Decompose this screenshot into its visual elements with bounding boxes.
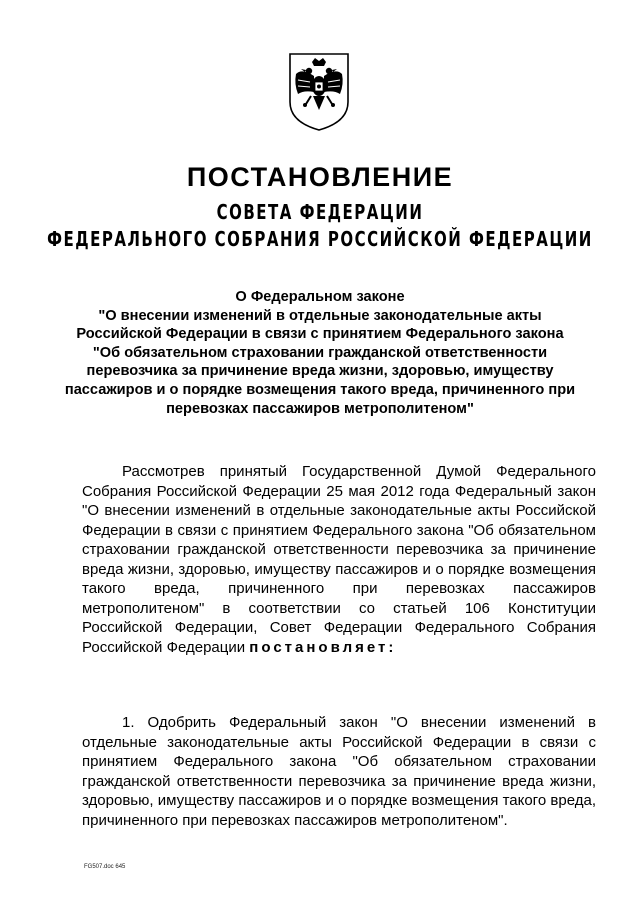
double-headed-eagle-icon [284, 52, 354, 132]
subject-line: О Федеральном законе [235, 289, 405, 305]
document-subject [40, 288, 600, 418]
subject-line: Российской Федерации в связи с принятием Федерального закона [76, 326, 564, 343]
issuer-line-2: ФЕДЕРАЛЬНОГО СОБРАНИЯ РОССИЙСКОЙ ФЕДЕРАЦИИ [47, 226, 593, 252]
subject-line: "Об обязательном страховании гражданской ответственности [92, 344, 548, 361]
subject-line: перевозках пассажиров метрополитеном" [166, 400, 474, 417]
subject-line: перевозчика за причинение вреда жизни, здоровью, имуществу [86, 363, 554, 380]
preamble-text: Рассмотрев принятый Государственной Думой Федерального Собрания Российской Федерации 25 мая 2012 года Федеральный закон "О внесении изменений в отдельные законодательные акты Российской Федерации в связи с принятием Федерального закона "Об обязательном страховании гражданской ответственности перевозчика за причинение вреда жизни, здоровью, имуществу пассажиров и о порядке возмещения такого вреда, причиненного при перевозках пассажиров метрополитеном" в соответствии со статьей 106 Конституции Российской Федерации, Совет Федерации Федерального Собрания Российской Федерации [82, 463, 596, 656]
state-emblem [284, 52, 354, 132]
decree-word: постановляет: [249, 638, 397, 656]
subject-line: "О внесении изменений в отдельные законодательные акты [98, 307, 542, 324]
resolution-item-1: 1. Одобрить Федеральный закон "О внесении изменений в отдельные законодательные акты Российской Федерации в связи с принятием Федерального закона "Об обязательном страховании гражданской ответственности перевозчика за причинение вреда жизни, здоровью, имуществу пассажиров и о порядке возмещения такого вреда, причиненного при перевозках пассажиров метрополитеном". [82, 714, 596, 829]
issuer-line-1: СОВЕТА ФЕДЕРАЦИИ [216, 199, 424, 225]
document-type-title: ПОСТАНОВЛЕНИЕ [186, 162, 454, 192]
document-footer-code: FG507.doc 645 [84, 864, 126, 870]
subject-line: пассажиров и о порядке возмещения такого вреда, причиненного при [64, 381, 576, 398]
preamble-paragraph [82, 462, 596, 657]
